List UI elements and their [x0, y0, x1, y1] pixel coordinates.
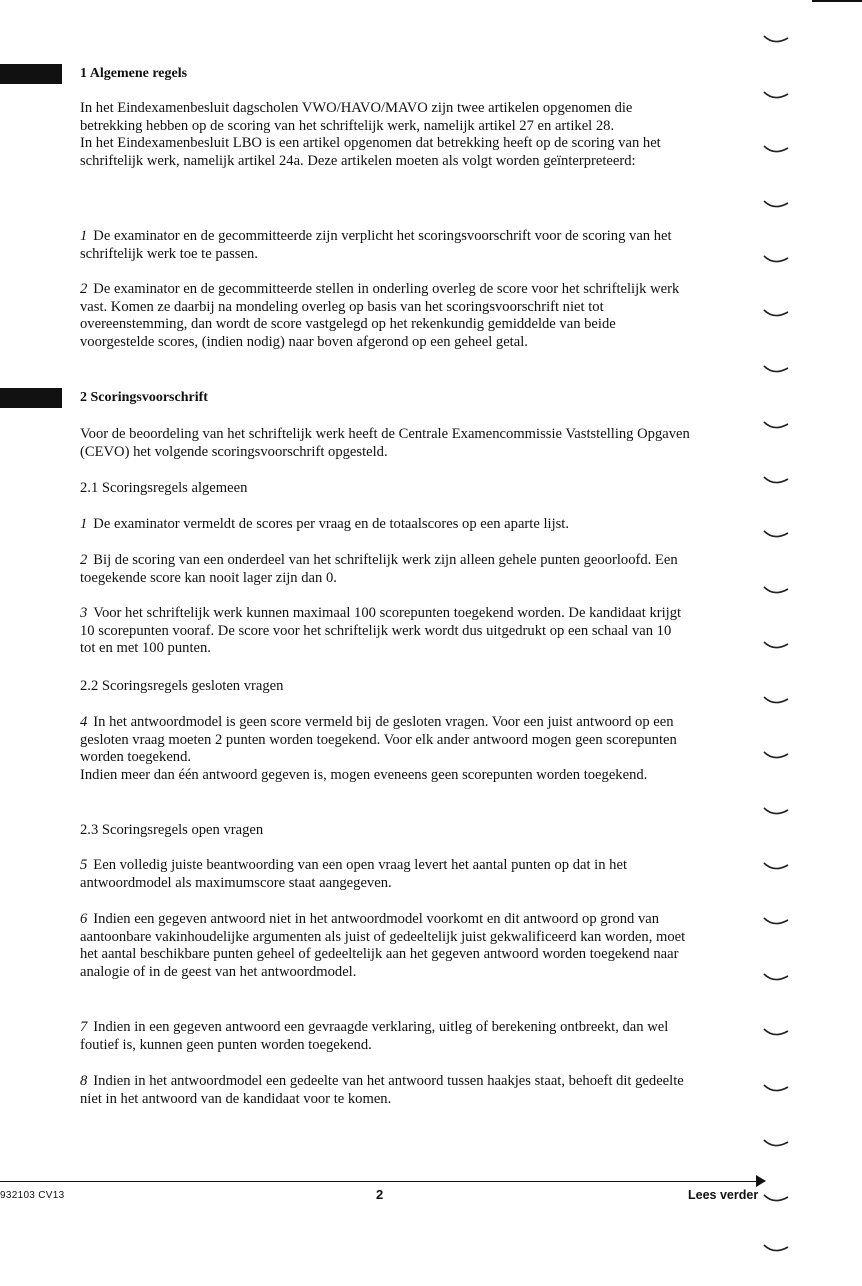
subheading: 2.3 Scoringsregels open vragen [80, 822, 264, 838]
binding-mark [762, 362, 790, 376]
binding-mark [762, 1025, 790, 1039]
rule-paragraph [80, 552, 690, 587]
section-marker [0, 388, 62, 408]
rule-paragraph [80, 228, 690, 263]
rule-number: 2 [80, 552, 88, 568]
rule-paragraph [80, 911, 690, 981]
rule-text: Indien in het antwoordmodel een gedeelte van het antwoord tussen haakjes staat, behoeft dit gedeelte niet in het antwoord van de kandidaat voor te komen. [80, 1073, 684, 1107]
binding-mark [762, 88, 790, 102]
binding-mark [762, 306, 790, 320]
rule-text: Voor het schriftelijk werk kunnen maximaal 100 scorepunten toegekend worden. De kandidaat krijgt 10 scorepunten vooraf. De score voor het schriftelijk werk wordt dus uitgedrukt op een schaal van 10 tot en met 100 punten. [80, 605, 682, 657]
binding-mark [762, 914, 790, 928]
subheading: 2.2 Scoringsregels gesloten vragen [80, 678, 284, 694]
top-edge-rule [812, 0, 862, 2]
binding-mark [762, 970, 790, 984]
binding-mark [762, 1136, 790, 1150]
footer-rule [0, 1181, 760, 1182]
rule-number: 8 [80, 1073, 88, 1089]
rule-text: Indien een gegeven antwoord niet in het antwoordmodel voorkomt en dit antwoord op grond van aantoonbare vakinhoudelijke argumenten als juist of gedeeltelijk juist gekwalificeerd kan worden, moet het aantal beschikbare punten geheel of gedeeltelijk aan het gegeven antwoord worden toegekend naar analogie of in de geest van het antwoordmodel. [80, 911, 686, 980]
rule-number: 4 [80, 714, 88, 730]
binding-mark [762, 693, 790, 707]
rule-text: Een volledig juiste beantwoording van een open vraag levert het aantal punten op dat in het antwoordmodel als maximumscore staat aangegeven. [80, 857, 628, 891]
rule-paragraph [80, 605, 690, 658]
exam-code: 932103 CV13 [0, 1190, 65, 1201]
rule-number: 3 [80, 605, 88, 621]
rule-paragraph [80, 1073, 690, 1108]
binding-mark [762, 1191, 790, 1205]
subheading: 2.1 Scoringsregels algemeen [80, 480, 248, 496]
rule-text: Bij de scoring van een onderdeel van het schriftelijk werk zijn alleen gehele punten geoorloofd. Een toegekende score kan nooit lager zijn dan 0. [80, 552, 678, 586]
rule-paragraph [80, 714, 690, 784]
binding-mark [762, 583, 790, 597]
rule-paragraph [80, 516, 690, 534]
rule-text: De examinator en de gecommitteerde stellen in onderling overleg de score voor het schriftelijk werk vast. Komen ze daarbij na mondeling overleg op basis van het scoringsvoorschrift niet tot overeenstemming, dan wordt de score vastgelegd op het rekenkundig gemiddelde van beide voorgestelde scores, (indien nodig) naar boven afgerond op een geheel getal. [80, 281, 680, 350]
binding-mark [762, 527, 790, 541]
rule-number: 7 [80, 1019, 88, 1035]
binding-mark [762, 638, 790, 652]
binding-mark [762, 473, 790, 487]
binding-mark [762, 859, 790, 873]
rule-paragraph [80, 281, 690, 351]
binding-mark [762, 252, 790, 266]
continue-label: Lees verder [688, 1188, 759, 1202]
binding-mark [762, 32, 790, 46]
binding-mark [762, 418, 790, 432]
binding-mark [762, 142, 790, 156]
rule-paragraph [80, 1019, 690, 1054]
rule-number: 1 [80, 516, 88, 532]
intro-paragraph: Voor de beoordeling van het schriftelijk werk heeft de Centrale Examencommissie Vaststelling Opgaven (CEVO) het volgende scoringsvoorschrift opgesteld. [80, 426, 690, 460]
section-heading: 2 Scoringsvoorschrift [80, 390, 208, 405]
rule-text: Indien in een gegeven antwoord een gevraagde verklaring, uitleg of berekening ontbreekt, dan wel foutief is, kunnen geen punten worden toegekend. [80, 1019, 669, 1053]
intro-paragraph: In het Eindexamenbesluit dagscholen VWO/HAVO/MAVO zijn twee artikelen opgenomen die betrekking hebben op de scoring van het schriftelijk werk, namelijk artikel 27 en artikel 28. In het Eindexamenbesluit LBO is een artikel opgenomen dat betrekking heeft op de scoring van het schriftelijk werk, namelijk artikel 24a. Deze artikelen moeten als volgt worden geïnterpreteerd: [80, 100, 661, 169]
binding-mark [762, 1081, 790, 1095]
binding-mark [762, 804, 790, 818]
rule-number: 2 [80, 281, 88, 297]
section-heading: 1 Algemene regels [80, 66, 188, 81]
rule-text: In het antwoordmodel is geen score vermeld bij de gesloten vragen. Voor een juist antwoord op een gesloten vraag moeten 2 punten worden toegekend. Voor elk ander antwoord mogen geen scorepunten worden toegekend. Indien meer dan één antwoord gegeven is, mogen eveneens geen scorepunten worden toegekend. [80, 714, 677, 783]
rule-text: De examinator en de gecommitteerde zijn verplicht het scoringsvoorschrift voor de scoring van het schriftelijk werk toe te passen. [80, 228, 672, 262]
rule-number: 6 [80, 911, 88, 927]
section-marker [0, 64, 62, 84]
binding-mark [762, 1241, 790, 1255]
binding-mark [762, 748, 790, 762]
page-number: 2 [376, 1187, 384, 1202]
rule-paragraph [80, 857, 690, 892]
rule-number: 5 [80, 857, 88, 873]
rule-text: De examinator vermeldt de scores per vraag en de totaalscores op een aparte lijst. [93, 516, 570, 532]
arrow-right-icon [756, 1175, 766, 1187]
rule-number: 1 [80, 228, 88, 244]
binding-mark [762, 197, 790, 211]
